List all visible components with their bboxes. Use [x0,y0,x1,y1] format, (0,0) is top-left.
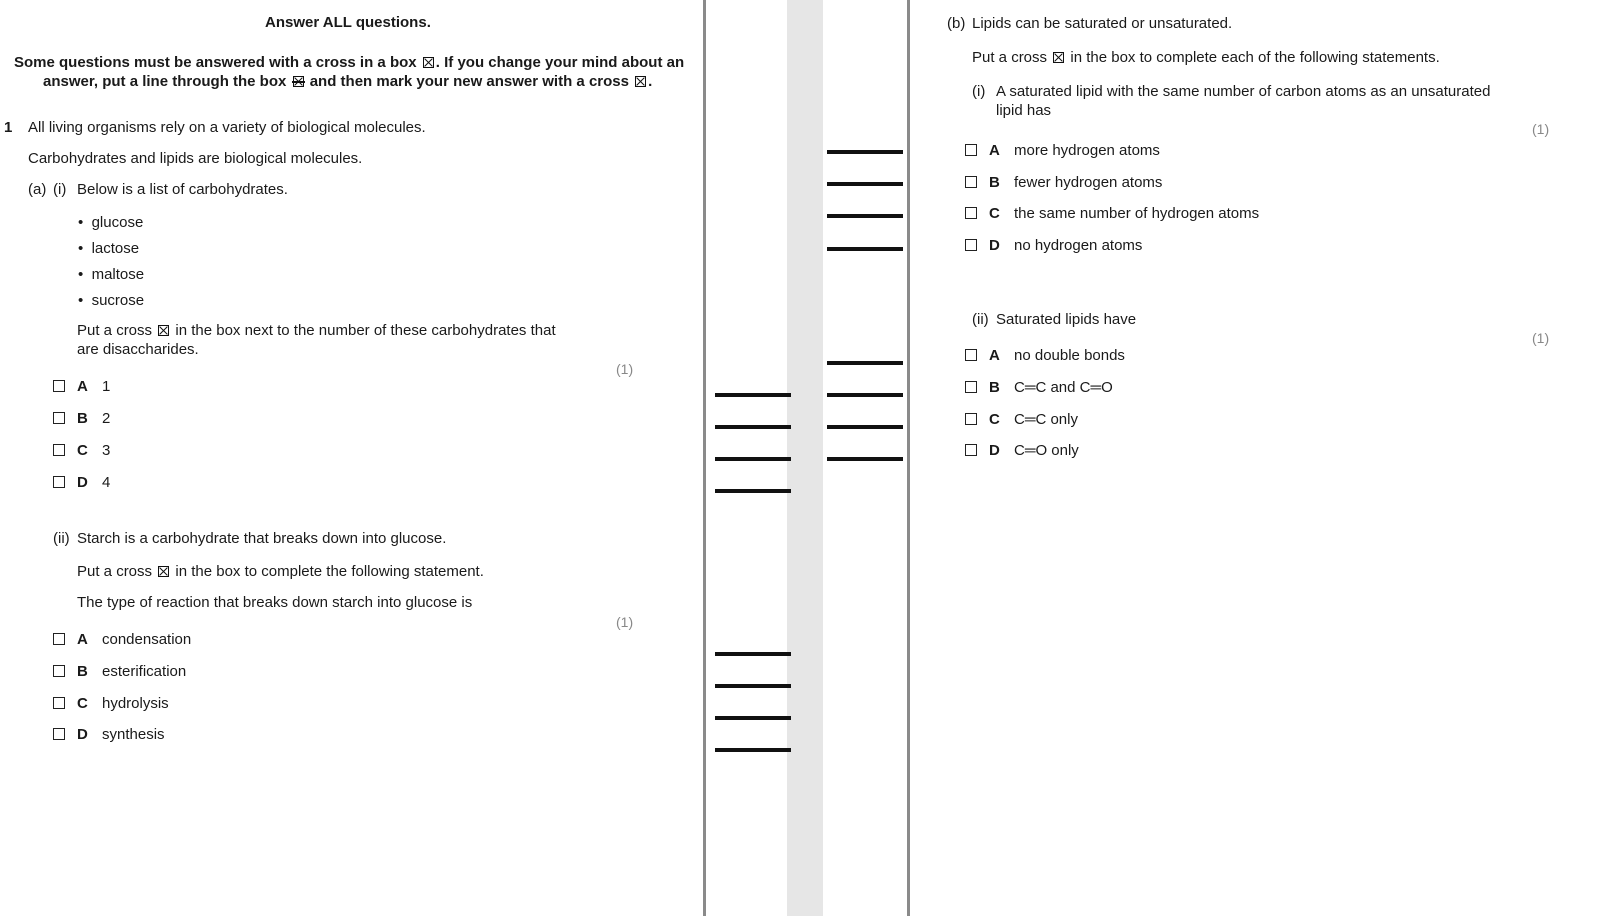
page-title: Answer ALL questions. [265,14,431,31]
marks-label: (1) [1532,330,1550,346]
option-row[interactable]: C the same number of hydrogen atoms [965,205,1259,222]
option-row[interactable]: C hydrolysis [53,695,169,712]
part-ai-instruction: Put a cross in the box next to the number of these carbohydrates that [77,322,556,339]
part-ai-text: Below is a list of carbohydrates. [77,181,288,198]
answer-checkbox[interactable] [965,144,977,156]
answer-line [827,425,903,429]
part-b-label: (b) [947,15,966,32]
question-number: 1 [4,119,13,136]
answer-line [827,457,903,461]
answer-checkbox[interactable] [965,413,977,425]
answer-checkbox[interactable] [53,412,65,424]
option-row[interactable]: A more hydrogen atoms [965,142,1160,159]
option-row[interactable]: C C═C only [965,411,1078,428]
option-row[interactable]: B fewer hydrogen atoms [965,174,1162,191]
answer-line [827,214,903,218]
answer-line [715,489,791,493]
option-row[interactable]: B 2 [53,410,110,427]
option-row[interactable]: D 4 [53,474,110,491]
part-aii-stem: The type of reaction that breaks down starch into glucose is [77,594,473,611]
part-aii-text: Starch is a carbohydrate that breaks down into glucose. [77,530,447,547]
answer-line [715,393,791,397]
answer-checkbox[interactable] [965,239,977,251]
option-row[interactable]: B esterification [53,663,186,680]
list-item: • lactose [78,240,140,257]
option-row[interactable]: A 1 [53,378,110,395]
answer-checkbox[interactable] [965,349,977,361]
option-row[interactable]: A condensation [53,631,191,648]
answer-checkbox[interactable] [965,207,977,219]
option-row[interactable]: D synthesis [53,726,165,743]
part-bii-text: Saturated lipids have [996,311,1137,328]
part-bi-text-2: lipid has [996,102,1052,119]
part-bi-text: A saturated lipid with the same number of carbon atoms as an unsaturated [996,83,1491,100]
option-row[interactable]: B C═C and C═O [965,379,1113,396]
answer-checkbox[interactable] [965,444,977,456]
part-ai-instruction-2: are disaccharides. [77,341,199,358]
answer-checkbox[interactable] [965,176,977,188]
option-row[interactable]: C 3 [53,442,110,459]
cross-box-icon [1053,52,1064,63]
marks-label: (1) [616,361,634,377]
list-item: • sucrose [78,292,145,309]
marks-label: (1) [1532,121,1550,137]
answer-line [827,247,903,251]
answer-checkbox[interactable] [53,697,65,709]
part-b-instruction: Put a cross in the box to complete each of the following statements. [972,49,1440,66]
answer-checkbox[interactable] [965,381,977,393]
answer-line [827,361,903,365]
option-row[interactable]: D C═O only [965,442,1079,459]
option-row[interactable]: D no hydrogen atoms [965,237,1142,254]
part-bii-label: (ii) [972,311,989,328]
answer-checkbox[interactable] [53,444,65,456]
part-a-label: (a) [28,181,47,198]
instructions-line-2: answer, put a line through the box and then mark your new answer with a cross . [43,73,653,90]
answer-line [715,457,791,461]
list-item: • glucose [78,214,144,231]
answer-checkbox[interactable] [53,380,65,392]
answer-line [827,393,903,397]
marks-label: (1) [616,614,634,630]
question-intro-2: Carbohydrates and lipids are biological molecules. [28,150,363,167]
instructions-line-1: Some questions must be answered with a cross in a box . If you change your mind about an [14,54,685,71]
part-aii-label: (ii) [53,530,70,547]
answer-checkbox[interactable] [53,476,65,488]
cross-box-icon [158,566,169,577]
answer-line [715,652,791,656]
list-item: • maltose [78,266,145,283]
cross-box-icon [158,325,169,336]
page-gutter [787,0,823,916]
part-b-text: Lipids can be saturated or unsaturated. [972,15,1233,32]
part-bi-label: (i) [972,83,986,100]
cross-box-icon [423,57,434,68]
answer-line [715,748,791,752]
answer-checkbox[interactable] [53,728,65,740]
answer-line [827,182,903,186]
struck-cross-box-icon [293,76,304,87]
answer-checkbox[interactable] [53,665,65,677]
answer-checkbox[interactable] [53,633,65,645]
answer-line [715,716,791,720]
answer-line [715,425,791,429]
answer-line [827,150,903,154]
option-row[interactable]: A no double bonds [965,347,1125,364]
question-intro: All living organisms rely on a variety of biological molecules. [28,119,426,136]
part-aii-instruction: Put a cross in the box to complete the following statement. [77,563,484,580]
answer-line [715,684,791,688]
part-ai-label: (i) [53,181,67,198]
cross-box-icon [635,76,646,87]
